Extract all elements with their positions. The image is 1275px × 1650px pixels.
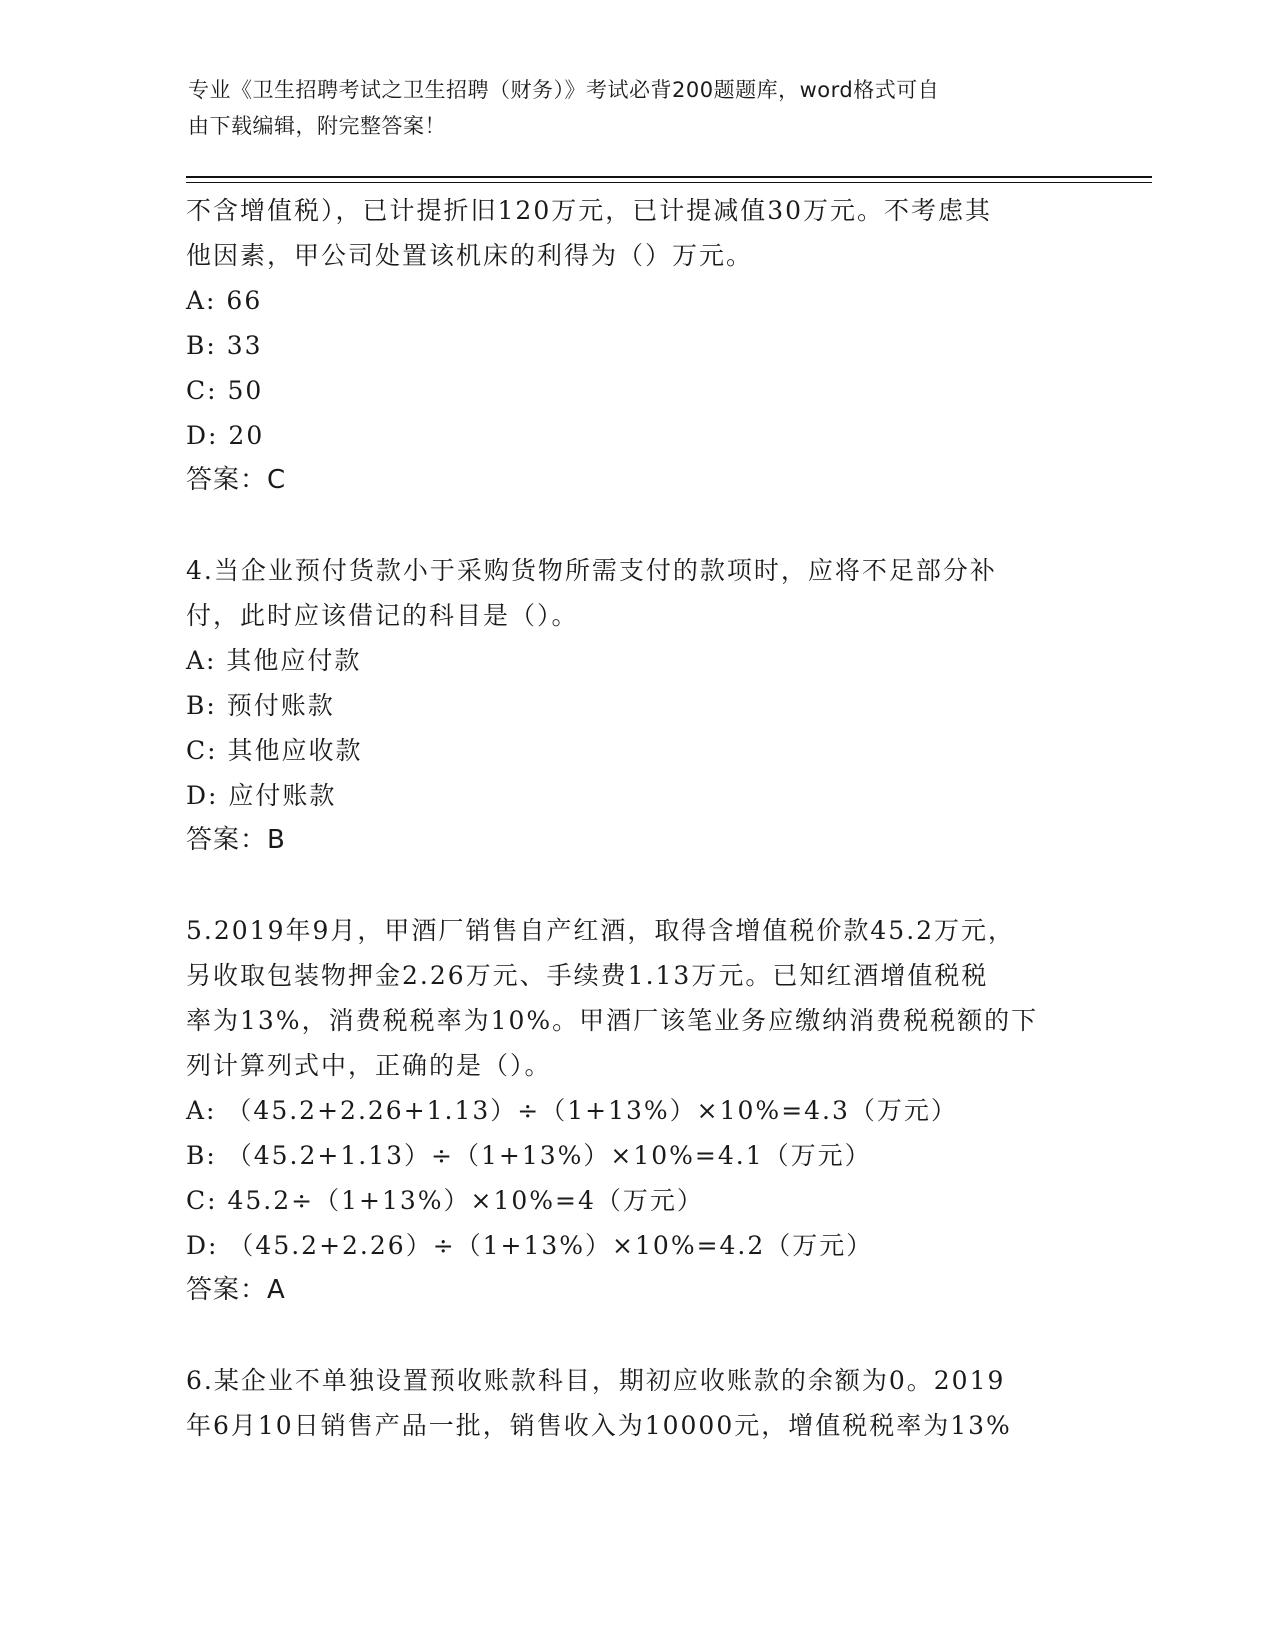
question-text-line: 不含增值税），已计提折旧120万元，已计提减值30万元。不考虑其: [186, 196, 993, 225]
header-rule-thin: [186, 182, 1152, 183]
question-text-line: 6.某企业不单独设置预收账款科目，期初应收账款的余额为0。2019: [186, 1366, 1006, 1395]
question-text-line: 5.2019年9月，甲酒厂销售自产红酒，取得含增值税价款45.2万元，: [186, 916, 1016, 945]
option-d: D: （45.2+2.26）÷（1+13%）×10%=4.2（万元）: [186, 1231, 874, 1260]
option-d: D: 应付账款: [186, 781, 337, 810]
header-line-1: 专业《卫生招聘考试之卫生招聘（财务）》考试必背200题题库，word格式可自: [188, 78, 940, 102]
page-header: [188, 72, 1068, 144]
question-text-line: 列计算列式中，正确的是（）。: [186, 1051, 552, 1080]
answer: 答案：A: [186, 1275, 286, 1305]
spacer: [186, 863, 1086, 908]
question-4: [186, 548, 1086, 863]
question-text-line: 4.当企业预付货款小于采购货物所需支付的款项时，应将不足部分补: [186, 556, 997, 585]
option-b: B: 33: [186, 331, 263, 360]
option-a: A: 66: [186, 286, 263, 315]
option-b: B: 预付账款: [186, 691, 335, 720]
option-b: B: （45.2+1.13）÷（1+13%）×10%=4.1（万元）: [186, 1141, 872, 1170]
option-a: A: （45.2+2.26+1.13）÷（1+13%）×10%=4.3（万元）: [186, 1096, 958, 1125]
option-c: C: 其他应收款: [186, 736, 363, 765]
answer: 答案：B: [186, 825, 286, 855]
question-text-line: 年6月10日销售产品一批，销售收入为10000元，增值税税率为13%: [186, 1411, 1012, 1440]
spacer: [186, 503, 1086, 548]
question-3: [186, 188, 1086, 503]
header-line-2: 由下载编辑，附完整答案！: [188, 114, 446, 138]
option-a: A: 其他应付款: [186, 646, 362, 675]
spacer: [186, 1313, 1086, 1358]
question-6: [186, 1358, 1086, 1448]
option-d: D: 20: [186, 421, 265, 450]
option-c: C: 50: [186, 376, 264, 405]
question-text-line: 付，此时应该借记的科目是（）。: [186, 601, 579, 630]
answer: 答案：C: [186, 465, 287, 495]
question-text-line: 他因素，甲公司处置该机床的利得为（）万元。: [186, 241, 754, 270]
question-text-line: 另收取包装物押金2.26万元、手续费1.13万元。已知红酒增值税税: [186, 961, 989, 990]
option-c: C: 45.2÷（1+13%）×10%=4（万元）: [186, 1186, 704, 1215]
question-5: [186, 908, 1086, 1313]
question-text-line: 率为13%，消费税税率为10%。甲酒厂该笔业务应缴纳消费税税额的下: [186, 1006, 1039, 1035]
header-rule-thick: [186, 176, 1152, 178]
document-body: [186, 188, 1086, 1448]
